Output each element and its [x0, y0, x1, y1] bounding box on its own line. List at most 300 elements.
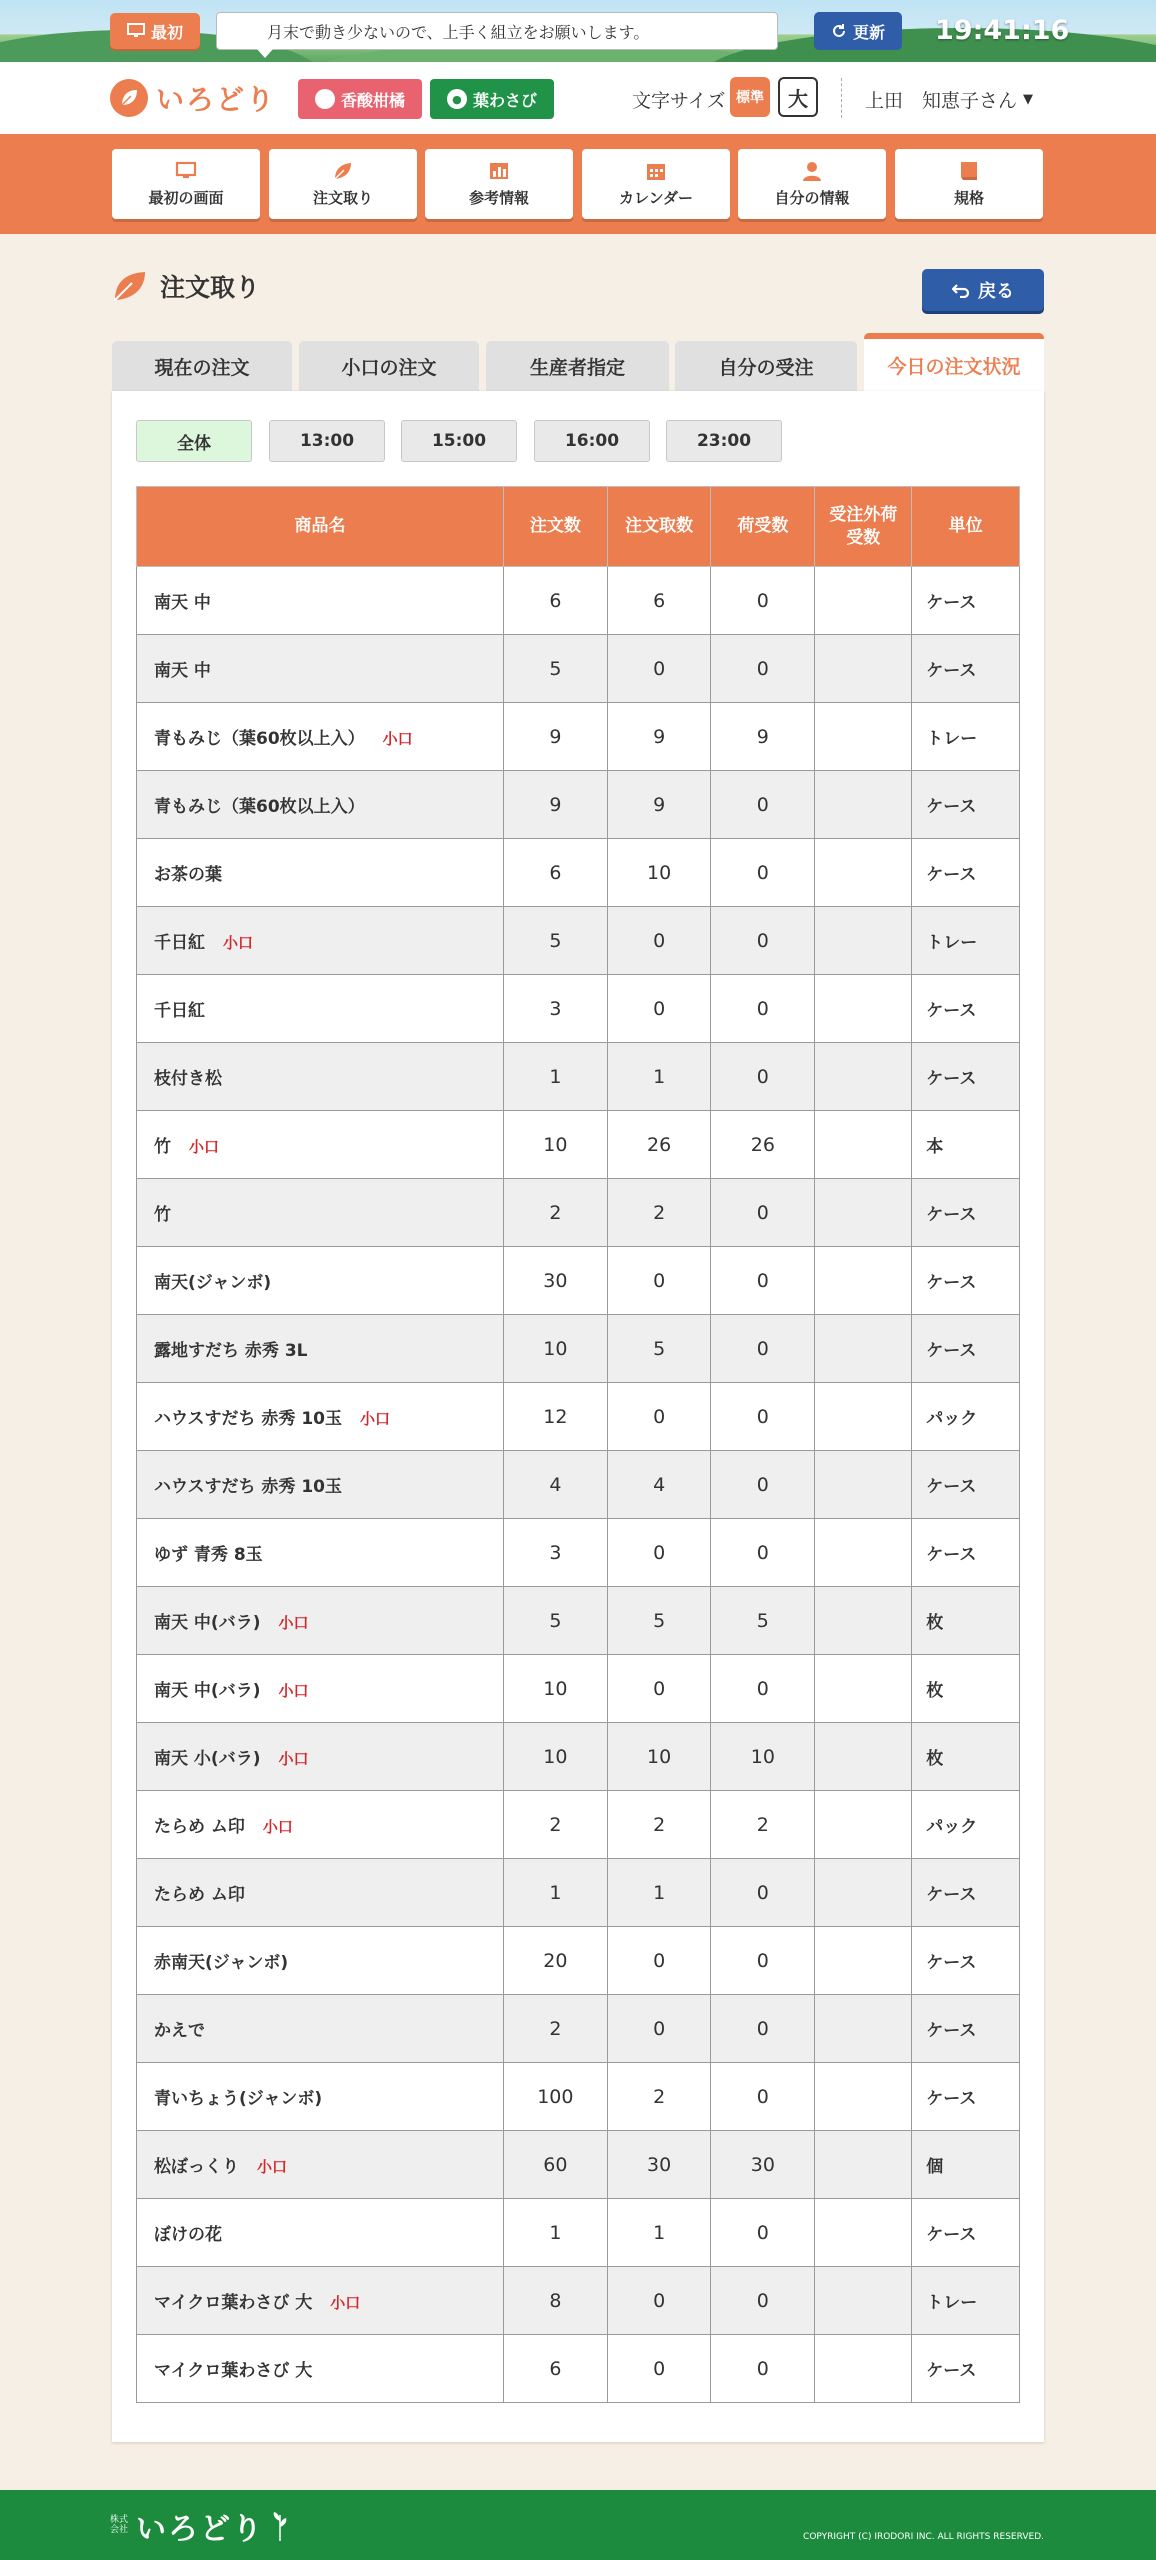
- table-row: [137, 907, 1020, 975]
- taken-count-cell: 0: [607, 1383, 711, 1451]
- product-name-cell: [137, 771, 504, 839]
- taken-count-cell: 0: [607, 1655, 711, 1723]
- unit-cell: ケース: [912, 1927, 1020, 1995]
- footer-logo: [110, 2504, 290, 2548]
- table-row: [137, 1519, 1020, 1587]
- product-name: かえで: [154, 2021, 205, 2041]
- table-row: [137, 1791, 1020, 1859]
- taken-count-cell: 1: [607, 1859, 711, 1927]
- product-name: 南天 中: [154, 593, 211, 613]
- other-received-cell: [815, 1247, 912, 1315]
- taken-count-cell: 10: [607, 1723, 711, 1791]
- nav-label: 参考情報: [468, 188, 529, 207]
- order-count-cell: 1: [503, 2199, 607, 2267]
- nav-label: 注文取り: [312, 188, 373, 207]
- table-row: [137, 1315, 1020, 1383]
- taken-count-cell: 6: [607, 567, 711, 635]
- other-received-cell: [815, 1111, 912, 1179]
- received-count-cell: 10: [711, 1723, 815, 1791]
- citrus-category-button[interactable]: [298, 79, 422, 119]
- product-name-cell: [137, 2199, 504, 2267]
- other-received-cell: [815, 975, 912, 1043]
- table-row: [137, 1043, 1020, 1111]
- company-prefix: 株式会社: [110, 2515, 129, 2535]
- taken-count-cell: 1: [607, 2199, 711, 2267]
- product-name: 千日紅: [154, 1001, 205, 1021]
- product-name-cell: [137, 1247, 504, 1315]
- order-count-cell: 6: [503, 567, 607, 635]
- refresh-button[interactable]: [814, 12, 902, 50]
- calendar-icon: [645, 161, 667, 181]
- product-name: ハウスすだち 赤秀 10玉: [154, 1477, 342, 1497]
- received-count-cell: 0: [711, 1315, 815, 1383]
- other-received-cell: [815, 1179, 912, 1247]
- page-title-block: [112, 268, 260, 304]
- unit-cell: ケース: [912, 975, 1020, 1043]
- order-count-cell: 10: [503, 1111, 607, 1179]
- font-size-standard-button[interactable]: 標準: [730, 77, 770, 117]
- received-count-cell: 0: [711, 2267, 815, 2335]
- wasabi-label: 葉わさび: [472, 90, 537, 110]
- product-name: お茶の葉: [154, 865, 222, 885]
- product-name: ハウスすだち 赤秀 10玉: [154, 1409, 342, 1429]
- order-count-cell: 3: [503, 1519, 607, 1587]
- table-row: [137, 703, 1020, 771]
- received-count-cell: 0: [711, 2335, 815, 2403]
- product-name: 青いちょう(ジャンボ): [154, 2089, 323, 2109]
- product-name: 青もみじ（葉60枚以上入）: [154, 729, 365, 749]
- font-size-label: 文字サイズ: [632, 90, 726, 112]
- order-count-cell: 100: [503, 2063, 607, 2131]
- unit-cell: トレー: [912, 2267, 1020, 2335]
- received-count-cell: 0: [711, 1247, 815, 1315]
- product-name: 松ぼっくり: [154, 2157, 239, 2177]
- tab-my-orders[interactable]: 自分の受注: [675, 341, 857, 391]
- monitor-icon: [175, 161, 197, 181]
- received-count-cell: 0: [711, 1859, 815, 1927]
- product-name-cell: [137, 703, 504, 771]
- product-name-cell: [137, 1519, 504, 1587]
- received-count-cell: 0: [711, 1927, 815, 1995]
- nav-home[interactable]: [112, 149, 260, 219]
- column-header: 荷受数: [711, 487, 815, 567]
- other-received-cell: [815, 1519, 912, 1587]
- product-name-cell: [137, 1927, 504, 1995]
- taken-count-cell: 0: [607, 1995, 711, 2063]
- other-received-cell: [815, 1043, 912, 1111]
- unit-cell: トレー: [912, 907, 1020, 975]
- main-nav: [0, 134, 1156, 234]
- received-count-cell: 0: [711, 907, 815, 975]
- table-header-row: [137, 487, 1020, 567]
- product-name: ゆず 青秀 8玉: [154, 1545, 263, 1565]
- table-row: [137, 2063, 1020, 2131]
- order-count-cell: 8: [503, 2267, 607, 2335]
- product-name-cell: [137, 1043, 504, 1111]
- received-count-cell: 2: [711, 1791, 815, 1859]
- nav-label: 規格: [953, 188, 984, 207]
- product-name: 竹: [154, 1205, 171, 1225]
- header: [0, 62, 1156, 134]
- received-count-cell: 9: [711, 703, 815, 771]
- product-name-cell: [137, 975, 504, 1043]
- small-lot-badge: 小口: [278, 1750, 309, 1768]
- copyright: COPYRIGHT (C) IRODORI INC. ALL RIGHTS RESERVED.: [803, 2532, 1044, 2542]
- other-received-cell: [815, 1451, 912, 1519]
- other-received-cell: [815, 2335, 912, 2403]
- other-received-cell: [815, 703, 912, 771]
- table-row: [137, 2335, 1020, 2403]
- received-count-cell: 0: [711, 2199, 815, 2267]
- unit-cell: 枚: [912, 1723, 1020, 1791]
- other-received-cell: [815, 1995, 912, 2063]
- unit-cell: 個: [912, 2131, 1020, 2199]
- received-count-cell: 5: [711, 1587, 815, 1655]
- tab-small-orders[interactable]: 小口の注文: [299, 341, 479, 391]
- product-name: 竹: [154, 1137, 171, 1157]
- nav-reference[interactable]: [425, 149, 573, 219]
- product-name-cell: [137, 1723, 504, 1791]
- divider: [841, 78, 842, 118]
- column-header-text: 受注外荷受数: [829, 505, 898, 548]
- unit-cell: パック: [912, 1791, 1020, 1859]
- product-name-cell: [137, 1179, 504, 1247]
- unit-cell: ケース: [912, 2335, 1020, 2403]
- order-count-cell: 4: [503, 1451, 607, 1519]
- back-button[interactable]: [922, 269, 1044, 311]
- user-menu[interactable]: [865, 86, 1033, 113]
- order-count-cell: 20: [503, 1927, 607, 1995]
- taken-count-cell: 0: [607, 1519, 711, 1587]
- product-name: 南天 中: [154, 661, 211, 681]
- taken-count-cell: 0: [607, 2267, 711, 2335]
- font-size-large-button[interactable]: 大: [778, 77, 818, 117]
- filter-all[interactable]: 全体: [136, 420, 252, 462]
- product-name-cell: [137, 839, 504, 907]
- product-name: 青もみじ（葉60枚以上入）: [154, 797, 365, 817]
- received-count-cell: 0: [711, 1995, 815, 2063]
- unit-cell: ケース: [912, 839, 1020, 907]
- product-name: たらめ ム印: [154, 1885, 245, 1905]
- received-count-cell: 0: [711, 1655, 815, 1723]
- unit-cell: 本: [912, 1111, 1020, 1179]
- taken-count-cell: 0: [607, 975, 711, 1043]
- order-count-cell: 12: [503, 1383, 607, 1451]
- taken-count-cell: 0: [607, 635, 711, 703]
- leaf-sprig-icon: [270, 2511, 290, 2541]
- product-name-cell: [137, 1791, 504, 1859]
- received-count-cell: 0: [711, 1383, 815, 1451]
- other-received-cell: [815, 567, 912, 635]
- table-body: [137, 567, 1020, 2403]
- wasabi-category-button[interactable]: [430, 79, 554, 119]
- table-row: [137, 1247, 1020, 1315]
- small-lot-badge: 小口: [278, 1682, 309, 1700]
- other-received-cell: [815, 1587, 912, 1655]
- order-count-cell: 9: [503, 771, 607, 839]
- column-header: 注文数: [503, 487, 607, 567]
- unit-cell: 枚: [912, 1655, 1020, 1723]
- order-status-table: [136, 486, 1020, 2403]
- filter-1500[interactable]: 15:00: [401, 420, 517, 462]
- order-count-cell: 2: [503, 1995, 607, 2063]
- product-name-cell: [137, 1587, 504, 1655]
- product-name-cell: [137, 1451, 504, 1519]
- other-received-cell: [815, 771, 912, 839]
- order-count-cell: 9: [503, 703, 607, 771]
- order-count-cell: 5: [503, 907, 607, 975]
- table-row: [137, 975, 1020, 1043]
- received-count-cell: 26: [711, 1111, 815, 1179]
- leaf-icon: [112, 269, 148, 303]
- unit-cell: ケース: [912, 2199, 1020, 2267]
- product-name-cell: [137, 2335, 504, 2403]
- product-name-cell: [137, 635, 504, 703]
- product-name: マイクロ葉わさび 大: [154, 2293, 313, 2313]
- unit-cell: ケース: [912, 1859, 1020, 1927]
- refresh-label: 更新: [852, 22, 885, 42]
- product-name-cell: [137, 1111, 504, 1179]
- order-count-cell: 6: [503, 839, 607, 907]
- footer-logo-text: いろどり: [136, 2512, 264, 2547]
- logo-text: いろどり: [156, 83, 277, 116]
- small-lot-badge: 小口: [359, 1410, 390, 1428]
- product-name: 枝付き松: [154, 1069, 222, 1089]
- table-row: [137, 2131, 1020, 2199]
- table-row: [137, 1723, 1020, 1791]
- nav-label: 最初の画面: [148, 188, 224, 207]
- page-title: 注文取り: [160, 273, 261, 302]
- unit-cell: ケース: [912, 2063, 1020, 2131]
- first-screen-label: 最初: [150, 22, 183, 42]
- table-row: [137, 1111, 1020, 1179]
- top-bar: [0, 0, 1156, 62]
- small-lot-badge: 小口: [278, 1614, 309, 1632]
- product-name: ぼけの花: [154, 2225, 222, 2245]
- other-received-cell: [815, 635, 912, 703]
- small-lot-badge: 小口: [223, 934, 254, 952]
- tab-producer-specified[interactable]: 生産者指定: [486, 341, 669, 391]
- product-name-cell: [137, 1655, 504, 1723]
- table-row: [137, 771, 1020, 839]
- nav-profile[interactable]: [738, 149, 886, 219]
- product-name-cell: [137, 1315, 504, 1383]
- user-name: 上田 知恵子さん: [865, 90, 1018, 112]
- small-lot-badge: 小口: [330, 2294, 361, 2312]
- unit-cell: 枚: [912, 1587, 1020, 1655]
- table-row: [137, 1655, 1020, 1723]
- nav-calendar[interactable]: [582, 149, 730, 219]
- back-label: 戻る: [978, 281, 1014, 302]
- nav-label: カレンダー: [618, 188, 694, 207]
- bar-chart-icon: [488, 161, 510, 181]
- product-name: マイクロ葉わさび 大: [154, 2361, 313, 2381]
- table-row: [137, 635, 1020, 703]
- taken-count-cell: 9: [607, 703, 711, 771]
- taken-count-cell: 9: [607, 771, 711, 839]
- product-name: 南天 小(バラ): [154, 1749, 261, 1769]
- unit-cell: ケース: [912, 567, 1020, 635]
- small-lot-badge: 小口: [189, 1138, 220, 1156]
- table-row: [137, 1451, 1020, 1519]
- table-row: [137, 2267, 1020, 2335]
- other-received-cell: [815, 2063, 912, 2131]
- product-name: 南天 中(バラ): [154, 1681, 261, 1701]
- first-screen-button[interactable]: [110, 13, 200, 49]
- chevron-down-icon: ▼: [1023, 92, 1034, 107]
- other-received-cell: [815, 1927, 912, 1995]
- tab-current-orders[interactable]: 現在の注文: [112, 341, 292, 391]
- other-received-cell: [815, 1859, 912, 1927]
- received-count-cell: 0: [711, 1043, 815, 1111]
- received-count-cell: 0: [711, 2063, 815, 2131]
- column-header: 注文取数: [607, 487, 711, 567]
- order-count-cell: 5: [503, 1587, 607, 1655]
- book-icon: [958, 161, 980, 181]
- other-received-cell: [815, 2199, 912, 2267]
- taken-count-cell: 0: [607, 907, 711, 975]
- column-header: 商品名: [137, 487, 504, 567]
- nav-label: 自分の情報: [774, 188, 850, 207]
- other-received-cell: [815, 1315, 912, 1383]
- unit-cell: パック: [912, 1383, 1020, 1451]
- product-name: 赤南天(ジャンボ): [154, 1953, 289, 1973]
- filter-1600[interactable]: 16:00: [534, 420, 650, 462]
- small-lot-badge: 小口: [257, 2158, 288, 2176]
- product-name: 南天 中(バラ): [154, 1613, 261, 1633]
- product-name-cell: [137, 1383, 504, 1451]
- other-received-cell: [815, 1791, 912, 1859]
- other-received-cell: [815, 2267, 912, 2335]
- order-count-cell: 1: [503, 1043, 607, 1111]
- footer: [0, 2490, 1156, 2560]
- unit-cell: トレー: [912, 703, 1020, 771]
- order-count-cell: 5: [503, 635, 607, 703]
- taken-count-cell: 30: [607, 2131, 711, 2199]
- other-received-cell: [815, 1723, 912, 1791]
- tab-today-status[interactable]: 今日の注文状況: [864, 333, 1044, 391]
- citrus-icon: ●: [315, 89, 335, 109]
- user-icon: [801, 161, 823, 181]
- order-count-cell: 6: [503, 2335, 607, 2403]
- other-received-cell: [815, 1655, 912, 1723]
- logo[interactable]: [110, 76, 276, 120]
- received-count-cell: 0: [711, 1179, 815, 1247]
- product-name-cell: [137, 2131, 504, 2199]
- unit-cell: ケース: [912, 635, 1020, 703]
- product-name-cell: [137, 1859, 504, 1927]
- order-count-cell: 3: [503, 975, 607, 1043]
- column-header: [815, 487, 912, 567]
- taken-count-cell: 5: [607, 1315, 711, 1383]
- unit-cell: ケース: [912, 1043, 1020, 1111]
- taken-count-cell: 10: [607, 839, 711, 907]
- table-row: [137, 1587, 1020, 1655]
- product-name: 千日紅: [154, 933, 205, 953]
- order-count-cell: 10: [503, 1315, 607, 1383]
- product-name-cell: [137, 567, 504, 635]
- unit-cell: ケース: [912, 1451, 1020, 1519]
- taken-count-cell: 0: [607, 2335, 711, 2403]
- table-row: [137, 839, 1020, 907]
- taken-count-cell: 2: [607, 1791, 711, 1859]
- order-count-cell: 60: [503, 2131, 607, 2199]
- taken-count-cell: 1: [607, 1043, 711, 1111]
- product-name-cell: [137, 2063, 504, 2131]
- product-name-cell: [137, 1995, 504, 2063]
- taken-count-cell: 2: [607, 2063, 711, 2131]
- monitor-icon: [127, 23, 145, 39]
- received-count-cell: 0: [711, 567, 815, 635]
- table-row: [137, 1927, 1020, 1995]
- back-arrow-icon: [952, 282, 970, 298]
- received-count-cell: 30: [711, 2131, 815, 2199]
- product-name: たらめ ム印: [154, 1817, 245, 1837]
- leaf-icon: [332, 161, 354, 181]
- order-count-cell: 2: [503, 1179, 607, 1247]
- nav-order[interactable]: [269, 149, 417, 219]
- unit-cell: ケース: [912, 771, 1020, 839]
- order-count-cell: 10: [503, 1655, 607, 1723]
- unit-cell: ケース: [912, 1995, 1020, 2063]
- product-name: 露地すだち 赤秀 3L: [154, 1341, 308, 1361]
- column-header: 単位: [912, 487, 1020, 567]
- filter-1300[interactable]: 13:00: [269, 420, 385, 462]
- unit-cell: ケース: [912, 1179, 1020, 1247]
- product-name: 南天(ジャンボ): [154, 1273, 272, 1293]
- other-received-cell: [815, 839, 912, 907]
- unit-cell: ケース: [912, 1519, 1020, 1587]
- taken-count-cell: 4: [607, 1451, 711, 1519]
- citrus-label: 香酸柑橘: [340, 90, 405, 110]
- table-row: [137, 567, 1020, 635]
- table-row: [137, 2199, 1020, 2267]
- received-count-cell: 0: [711, 771, 815, 839]
- notice-text: 月末で動き少ないので、上手く組立をお願いします。: [267, 22, 650, 42]
- unit-cell: ケース: [912, 1315, 1020, 1383]
- received-count-cell: 0: [711, 635, 815, 703]
- leaf-logo-icon: [110, 79, 148, 117]
- small-lot-badge: 小口: [262, 1818, 293, 1836]
- wasabi-icon: ●: [447, 89, 467, 109]
- small-lot-badge: 小口: [382, 730, 413, 748]
- nav-specs[interactable]: [895, 149, 1043, 219]
- filter-2300[interactable]: 23:00: [666, 420, 782, 462]
- received-count-cell: 0: [711, 839, 815, 907]
- order-count-cell: 1: [503, 1859, 607, 1927]
- product-name-cell: [137, 2267, 504, 2335]
- taken-count-cell: 0: [607, 1247, 711, 1315]
- notice-bubble: [216, 12, 778, 50]
- order-count-cell: 2: [503, 1791, 607, 1859]
- other-received-cell: [815, 2131, 912, 2199]
- refresh-icon: [831, 23, 847, 39]
- taken-count-cell: 5: [607, 1587, 711, 1655]
- unit-cell: ケース: [912, 1247, 1020, 1315]
- table-row: [137, 1179, 1020, 1247]
- received-count-cell: 0: [711, 1519, 815, 1587]
- table-row: [137, 1383, 1020, 1451]
- table-row: [137, 1859, 1020, 1927]
- table-row: [137, 1995, 1020, 2063]
- received-count-cell: 0: [711, 975, 815, 1043]
- taken-count-cell: 2: [607, 1179, 711, 1247]
- received-count-cell: 0: [711, 1451, 815, 1519]
- notice-tail: [257, 49, 273, 58]
- other-received-cell: [815, 1383, 912, 1451]
- product-name-cell: [137, 907, 504, 975]
- taken-count-cell: 0: [607, 1927, 711, 1995]
